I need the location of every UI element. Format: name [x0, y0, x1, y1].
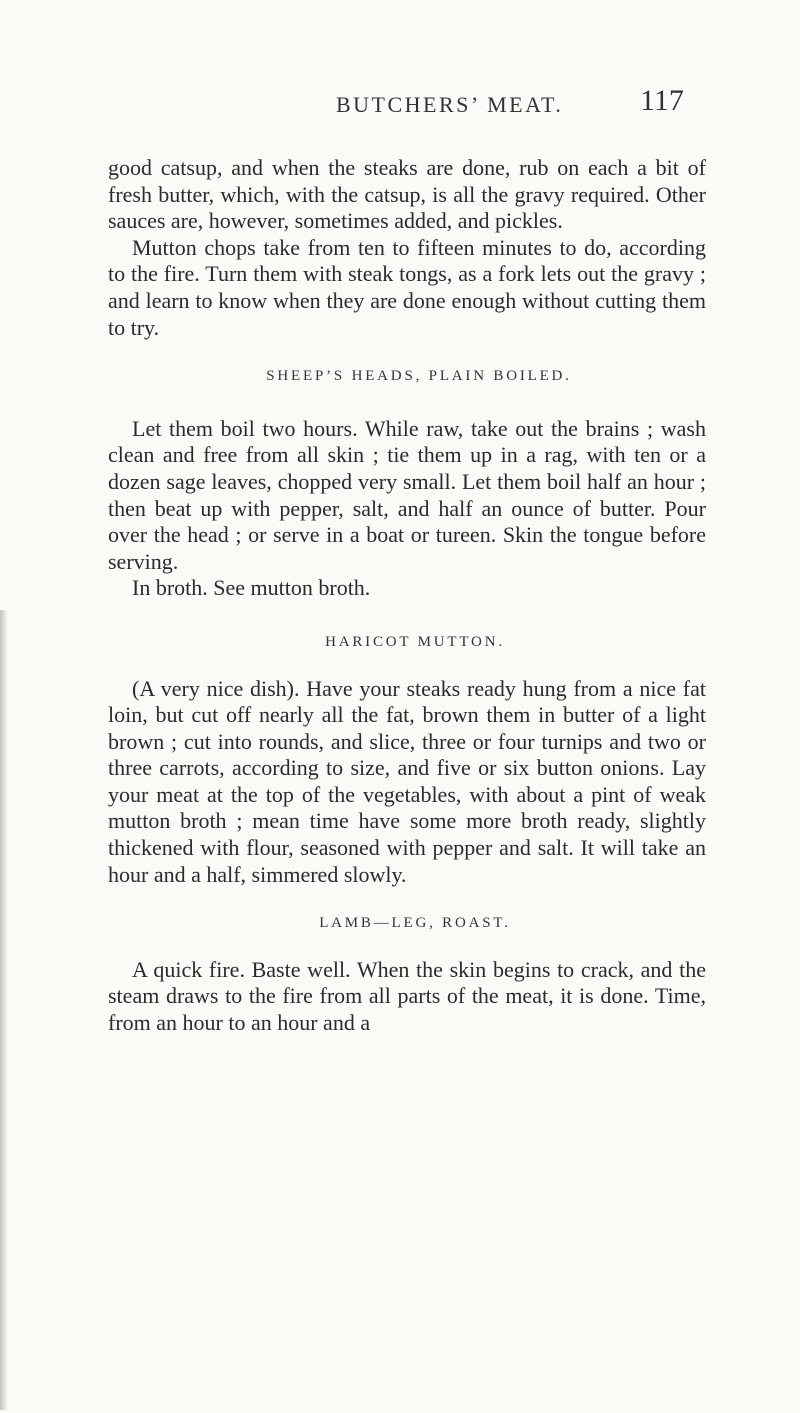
page-number: 117	[640, 84, 684, 117]
page-header	[0, 84, 800, 132]
page-body	[108, 155, 706, 1037]
paragraph-in-broth: In broth. See mutton broth.	[132, 575, 371, 601]
heading-lamb-leg-roast: LAMB—LEG, ROAST.	[319, 915, 511, 932]
paragraph-lamb-leg-roast: A quick fire. Baste well. When the skin begins to crack, and the steam draws to the fire from all parts of the meat, it is done. Time, from an hour to an hour and a	[108, 956, 706, 1036]
paragraph-haricot-mutton: (A very nice dish). Have your steaks ready hung from a nice fat loin, but cut off nearly all the fat, brown them in butter of a light brown ; cut into rounds, and slice, three or four turnips and two or three carrots, according to size, and five or six button onions. Lay your meat at the top of the vegetables, with about a pint of weak mutton broth ; mean time have some more broth ready, slightly thickened with flour, seasoned with pepper and salt. It will take an hour and a half, simmered slowly.	[108, 675, 706, 887]
heading-haricot-mutton: HARICOT MUTTON.	[325, 633, 505, 650]
paragraph-sheeps-heads: Let them boil two hours. While raw, take out the brains ; wash clean and free from all skin ; tie them up in a rag, with ten or a dozen sage leaves, chopped very small. Let them boil half an hour ; then beat up with pepper, salt, and half an ounce of butter. Pour over the head ; or serve in a boat or tureen. Skin the tongue before serving.	[108, 415, 706, 574]
paragraph-continuation: good catsup, and when the steaks are done, rub on each a bit of fresh butter, which, with the catsup, is all the gravy required. Other sauces are, however, sometimes added, and pickles.	[108, 155, 706, 234]
page-edge-shadow	[0, 610, 8, 1410]
paragraph-mutton-chops: Mutton chops take from ten to fifteen minutes to do, according to the fire. Turn them with steak tongs, as a fork lets out the gravy ; and learn to know when they are done enough without cutting them to try.	[108, 234, 706, 340]
running-head: BUTCHERS’ MEAT.	[336, 92, 564, 117]
heading-sheeps-heads: SHEEP’S HEADS, PLAIN BOILED.	[266, 368, 572, 385]
